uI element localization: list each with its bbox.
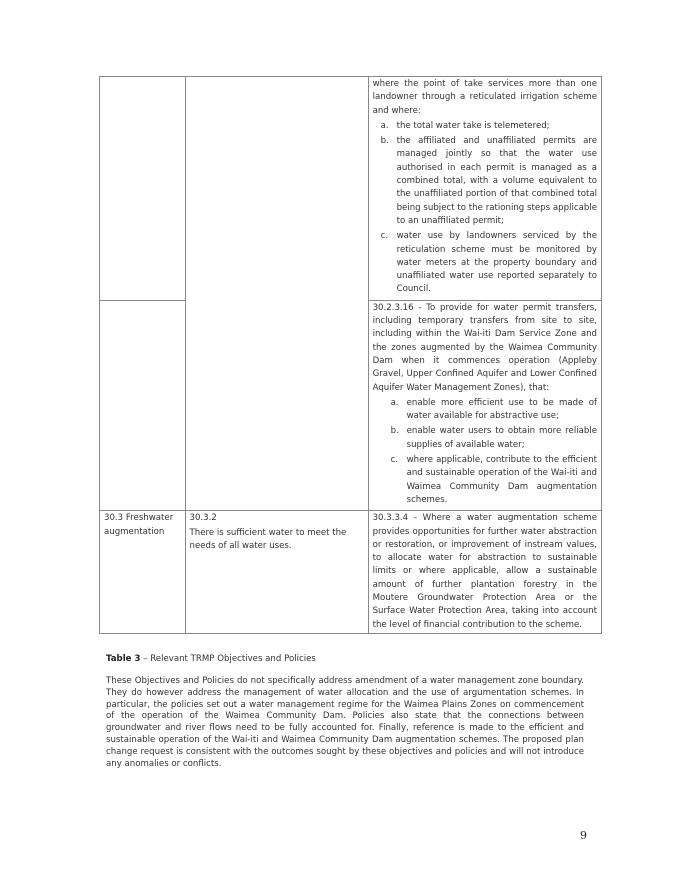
issue-label: 30.3 Freshwater augmentation — [104, 513, 174, 537]
issue-cell — [100, 77, 186, 301]
objective-code: 30.3.2 — [189, 513, 217, 524]
policy-intro: where the point of take services more than one landowner through a reticulated irrigation scheme and where: — [372, 79, 597, 116]
objective-cell — [185, 77, 368, 511]
list-item: a. the total water take is telemetered; — [380, 120, 550, 131]
caption-text: – Relevant TRMP Objectives and Policies — [140, 654, 316, 664]
table-row — [100, 77, 602, 301]
policy-cell — [368, 511, 601, 634]
policy-sublist — [373, 397, 597, 507]
policy-sublist — [373, 120, 597, 297]
issue-cell — [100, 511, 186, 634]
body-paragraph: These Objectives and Policies do not specifically address amendment of a water management zone boundary. They do however address the management of water allocation and the use of argumentation schemes. In particular, the policies set out a water management regime for the Waimea Plains Zones on commencement of the operation of the Waimea Community Dam. Policies also state that the connections between groundwater and river flows need to be fully accounted for. Finally, reference is made to the efficient and sustainable operation of the Wai-iti and Waimea Community Dam augmentation schemes. The proposed plan change request is consistent with the outcomes sought by these objectives and policies and will not introduce any anomalies or conflicts. — [106, 676, 584, 769]
caption-label: Table 3 — [106, 654, 141, 664]
policy-intro: 30.2.3.16 - To provide for water permit transfers, including temporary transfers from site to site, including within the Wai-iti Dam Service Zone and the zones augmented by the Waimea Community Dam when it commences operation (Appleby Gravel, Upper Confined Aquifer and Lower Confined Aquifer Water Management Zones), that: — [372, 302, 597, 393]
page-number: 9 — [580, 829, 587, 842]
list-item: b. enable water users to obtain more reliable supplies of available water; — [390, 426, 597, 450]
policy-cell — [368, 77, 601, 301]
list-item: b. the affiliated and unaffiliated permits are managed jointly so that the water use authorised in each permit is managed as a combined total, with a volume equivalent to the unaffiliated portion of that combined total being subject to the rationing steps applicable to an unaffiliated permit; — [380, 136, 597, 226]
list-item: a. enable more efficient use to be made of water available for abstractive use; — [390, 397, 597, 422]
objective-cell — [185, 511, 368, 634]
table-caption — [106, 654, 316, 664]
table-row — [100, 511, 602, 634]
list-item: c. water use by landowners serviced by the reticulation scheme must be monitored by water meters at the property boundary and unaffiliated water use reported separately to Council. — [380, 231, 597, 295]
issue-cell — [100, 300, 186, 510]
policies-table — [99, 76, 602, 634]
policy-cell — [368, 300, 601, 510]
list-item: c. where applicable, contribute to the efficient and sustainable operation of the Wai-iti and Waimea Community Dam augmentation schemes. — [390, 455, 597, 505]
objective-text: There is sufficient water to meet the needs of all water uses. — [189, 527, 347, 551]
policy-text: 30.3.3.4 - Where a water augmentation scheme provides opportunities for further water abstraction or restoration, or improvement of instream values, to allocate water for abstraction to sustainable limits or where applicable, allow a sustainable amount of further plantation forestry in the Moutere Groundwater Protection Area or the Surface Water Protection Area, taking into account the level of financial contribution to the scheme. — [372, 513, 597, 630]
